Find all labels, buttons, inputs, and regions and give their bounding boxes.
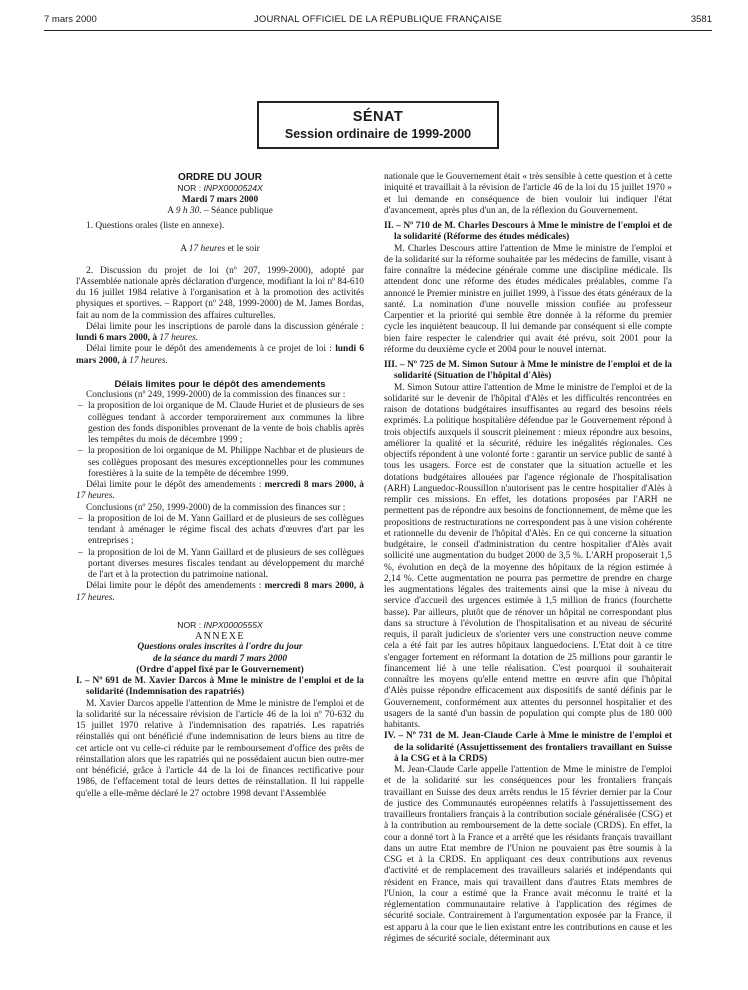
question-3-heading: III. – Nº 725 de M. Simon Sutour à Mme le ministre de l'emploi et de la solidarité (Situation de l'hôpital d'Alès) xyxy=(384,360,672,382)
list-item: – la proposition de loi de M. Yann Gaillard et de plusieurs de ses collègues portant diverses mesures fiscales tendant au développement du marché de l'art et à la protection du patrimoine national. xyxy=(76,548,364,582)
question-3-text: M. Simon Sutour attire l'attention de Mme le ministre de l'emploi et de la solidarité sur le devenir de l'hôpital d'Alès et les difficultés rencontrées en raison de dotations budgétaires insuffisantes au regard des besoins réels exprimés. La politique hospitalière défendue par le Gouvernement répond à trois objectifs auxquels il souscrit pleinement : mieux répondre aux besoins, améliorer la qualité et la sécurité, réduire les inégalités régionales. Ces objectifs répondent à une volonté forte : garantir un service public de santé à tous les usagers. Force est de constater que la situation actuelle et les dotations budgétaires allouées par l'agence régionale de l'hospitalisation (ARH) Languedoc-Roussillon n'autorisent pas le centre hospitalier d'Alès à remplir ces missions. En effet, les dotations proposées par l'ARH ne permettent pas de répondre aux besoins de fonctionnement, de même que les propositions de restructurations ne correspondent pas à une vision cohérente et rationnelle du devenir de l'hôpital d'Alès. En ce qui concerne la situation budgétaire, le conseil d'administration du centre hospitalier d'Alès avait sollicité une augmentation du budget 2000 de 3,5 %. L'ARH proposerait 1,5 %, évolution en deçà de la moyenne des hôpitaux de la région estimée à 2,14 %. Cette augmentation ne pourra pas permettre de prendre en charge les augmentations légales des traitements ainsi que la mise à niveau du service d'accueil des urgences estimée à 1,5 million de francs (fourchette basse). Par ailleurs, plutôt que de rénover un hôpital ne correspondant plus dans sa structure à l'évolution de l'hospitalisation et au niveau de sécurité requis, il paraît judicieux de s'orienter vers une construction neuve comme cela a été fait par les autres hôpitaux languedociens. L'Etat doit à ce titre s'engager fortement en réformant la dotation de 25 millions pour garantir le financement lié à une telle réalisation. C'est pourquoi il souhaiterait connaître les moyens qu'elle entend mettre en œuvre afin que l'hôpital d'Alès puisse répondre efficacement aux dispositifs de santé définis par le Gouvernement, conformément aux attentes du personnel hospitalier et des usagers de la santé d'un bassin de population qui compte plus de 180 000 habitants. xyxy=(384,382,672,730)
conclusions-249: Conclusions (nº 249, 1999-2000) de la commission des finances sur : xyxy=(86,390,346,400)
header-rule xyxy=(44,30,712,31)
list-item: – la proposition de loi organique de M. Philippe Nachbar et de plusieurs de ses collègues proposant des mesures exceptionnelles pour les communes forestières à la suite de la tempête de décembre 1999. xyxy=(76,446,364,480)
deadline-amendments-250: Délai limite pour le dépôt des amendements : mercredi 8 mars 2000, à 17 heures. xyxy=(76,581,364,603)
question-4-heading: IV. – Nº 731 de M. Jean-Claude Carle à Mme le ministre de l'emploi et de la solidarité (Assujettissement des frontaliers travaillant en Suisse à la CSG et à la CRDS) xyxy=(384,731,672,764)
deadline-amendments-249: Délai limite pour le dépôt des amendements : mercredi 8 mars 2000, à 17 heures. xyxy=(76,480,364,502)
order-of-call: (Ordre d'appel fixé par le Gouvernement) xyxy=(136,664,304,675)
question-2-text: M. Charles Descours attire l'attention de Mme le ministre de l'emploi et de la solidarité sur la réforme souhaitée par les médecins de famille, visant à faire connaître la médecine générale comme une discipline médicale. Ils attendent donc une réforme des études médicales préalables, comme l'a annoncé le Premier ministre en juillet 1999, à l'issue des états généraux de la santé. La nomination d'une nouvelle mission confiée au professeur Carpentier et la priorité qui semble être donnée à la réforme du premier cycle les inquiètent beaucoup. Il lui demande par conséquent si elle compte bien faire respecter le calendrier qui avait été prévu, soit 2001 pour la réforme du deuxième cycle et 2004 pour le nouvel internat. xyxy=(384,243,672,355)
agenda-item-1: 1. Questions orales (liste en annexe). xyxy=(86,221,225,231)
ordre-du-jour-heading: ORDRE DU JOUR xyxy=(178,172,262,183)
list-item: – la proposition de loi de M. Yann Gaillard et de plusieurs de ses collègues tendant à aménager le régime fiscal des achats d'œuvres d'art par les entreprises ; xyxy=(76,514,364,548)
questions-title: Questions orales inscrites à l'ordre du jour de la séance du mardi 7 mars 2000 xyxy=(137,642,303,664)
question-1-continuation: nationale que le Gouvernement était « très sensible à cette question et à cette iniquité et travaillait à la révision de l'article 46 de la loi du 15 juillet 1970 » et lui demande en conséquence de bien vouloir lui indiquer l'état d'avancement, après plus d'un an, de la réflexion du Gouvernement. xyxy=(384,172,672,216)
question-2-heading: II. – Nº 710 de M. Charles Descours à Mme le ministre de l'emploi et de la solidarité (Réforme des études médicales) xyxy=(384,221,672,243)
list-item: – la proposition de loi organique de M. Claude Huriet et de plusieurs de ses collègues tendant à accorder temporairement aux communes la libre gestion des fonds disponibles provenant de la vente de bois chablis après les tempêtes du mois de décembre 1999 ; xyxy=(76,401,364,446)
page-header xyxy=(44,14,712,28)
right-column xyxy=(384,172,672,945)
question-1-text: M. Xavier Darcos appelle l'attention de Mme le ministre de l'emploi et de la solidarité sur la nécessaire révision de l'article 46 de la loi nº 70-632 du 15 juillet 1970 relative à l'indemnisation des rapatriés. Les rapatriés réinstallés qui ont bénéficié d'une indemnisation de leurs biens au titre de cet article ont vu celle-ci réduite par le remboursement d'office des prêts de réinstallation alors que les rapatriés qui ne possédaient aucun bien outre-mer ont bénéficié, grâce à l'article 44 de la loi de finances rectificative pour 1986, de l'effacement total de leurs dettes de réinstallation. Il lui rappelle qu'elle a elle-même déclaré le 27 octobre 1998 devant l'Assemblée xyxy=(76,698,364,799)
header-date: 7 mars 2000 xyxy=(44,14,97,25)
conclusions-250: Conclusions (nº 250, 1999-2000) de la commission des finances sur : xyxy=(86,502,346,513)
time-slot-2: A 17 heures et le soir xyxy=(180,244,260,255)
conclusions-249-list xyxy=(76,401,364,480)
banner-title: SÉNAT xyxy=(352,109,404,125)
deadline-speakers: Délai limite pour les inscriptions de parole dans la discussion générale : lundi 6 mars 2000, à 17 heures. xyxy=(76,321,364,343)
conclusions-250-list xyxy=(76,514,364,582)
nor-reference-2: NOR : INPX0000555X xyxy=(177,619,263,630)
page-number: 3581 xyxy=(690,14,712,25)
agenda-item-2: 2. Discussion du projet de loi (nº 207, 1999-2000), adopté par l'Assemblée nationale après déclaration d'urgence, modifiant la loi nº 84-610 du 16 juillet 1984 relative à l'organisation et à la promotion des activités physiques et sportives. – Rapport (nº 248, 1999-2000) de M. James Bordas, fait au nom de la commission des affaires culturelles. xyxy=(76,265,364,321)
banner-session: Session ordinaire de 1999-2000 xyxy=(284,127,472,141)
journal-title: JOURNAL OFFICIEL DE LA RÉPUBLIQUE FRANÇAISE xyxy=(253,14,503,25)
nor-reference-1: NOR : INPX0000524X xyxy=(177,183,263,194)
senat-banner xyxy=(257,101,499,149)
question-4-text: M. Jean-Claude Carle appelle l'attention de Mme le ministre de l'emploi et de la solidarité sur les conséquences pour les frontaliers français travaillant en Suisse des deux arrêts rendus le 15 février dernier par la Cour de justice des Communautés européennes relatifs à l'assujettissement des travailleurs frontaliers français à la contribution sociale généralisée (CSG) et à la contribution au remboursement de la dette sociale (CRDS). En effet, la cour a donné tort à la France et a arrêté que les résidants français travaillant dans un autre Etat membre de l'Union ne pouvaient pas être soumis à la CSG et à la CRDS. En appliquant ces deux contributions aux revenus d'activité et de remplacement des travailleurs salariés et indépendants qui résident en France, mais qui travaillent dans d'autres Etats membres de l'Union, la cour a estimé que la France avait méconnu le traité et la réglementation communautaire relative à l'application des régimes de sécurité sociale. Contrairement à l'argumentation exposée par la France, il est apparu à la cour que le lien existant entre les contributions en cause et les régimes de sécurité sociale, déterminant aux xyxy=(384,765,672,944)
amendment-deadlines-heading: Délais limites pour le dépôt des amendements xyxy=(114,378,326,390)
session-date: Mardi 7 mars 2000 xyxy=(181,194,259,205)
time-slot-1: A 9 h 30. – Séance publique xyxy=(167,205,273,216)
annexe-heading: ANNEXE xyxy=(194,631,246,642)
question-1-heading: I. – Nº 691 de M. Xavier Darcos à Mme le ministre de l'emploi et de la solidarité (Indemnisation des rapatriés) xyxy=(76,676,364,698)
left-column xyxy=(76,172,364,800)
deadline-amendments-bill: Délai limite pour le dépôt des amendements à ce projet de loi : lundi 6 mars 2000, à 17 heures. xyxy=(76,344,365,366)
